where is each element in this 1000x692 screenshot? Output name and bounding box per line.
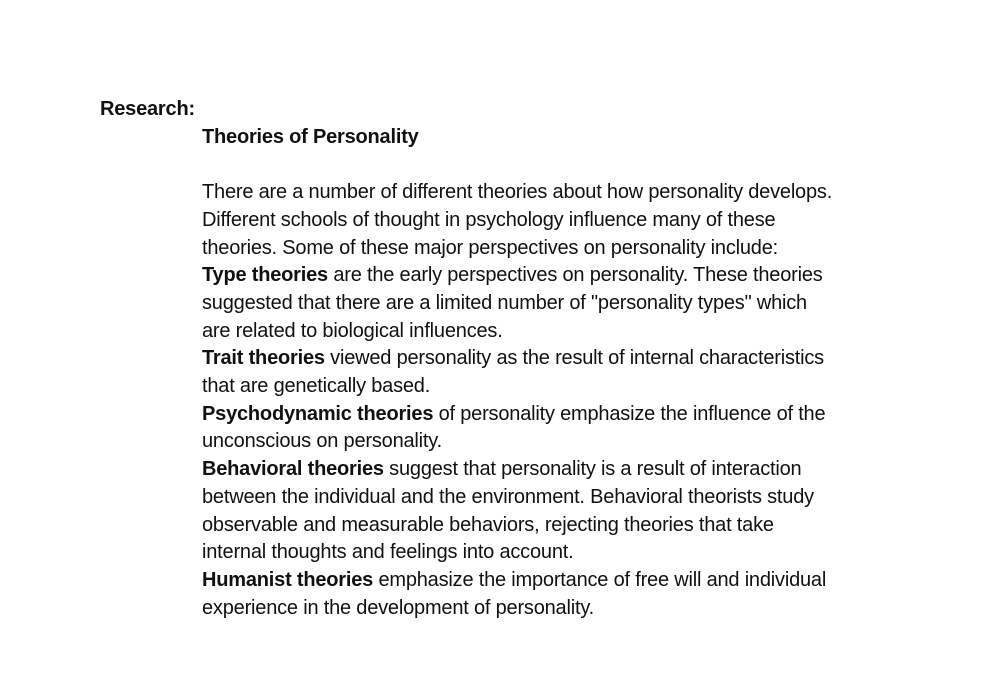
text-line — [202, 373, 960, 401]
text-run: There are a number of different theories about how personality develops. — [202, 181, 833, 204]
text-run: viewed personality as the result of internal characteristics — [324, 347, 824, 370]
text-line — [202, 345, 960, 373]
text-run: are the early perspectives on personality. These theories — [327, 264, 823, 287]
text-line — [202, 318, 960, 346]
text-run: suggested that there are a limited number of "personality types" which — [202, 291, 807, 314]
text-run: internal thoughts and feelings into account. — [202, 541, 574, 564]
body-text — [202, 179, 960, 622]
text-run: suggest that personality is a result of interaction — [383, 458, 802, 481]
bold-run: Humanist theories — [202, 568, 374, 591]
text-line — [202, 262, 960, 290]
text-line — [202, 207, 960, 235]
bold-run: Psychodynamic theories — [202, 402, 434, 425]
text-line — [202, 401, 960, 429]
text-line — [202, 484, 960, 512]
text-line — [202, 290, 960, 318]
text-line — [202, 539, 960, 567]
text-line — [202, 235, 960, 263]
text-run: between the individual and the environment. Behavioral theorists study — [202, 485, 814, 508]
text-run: experience in the development of personality. — [202, 596, 594, 619]
text-run: that are genetically based. — [202, 375, 431, 398]
document-heading: Theories of Personality — [202, 125, 419, 148]
indented-content — [100, 124, 960, 623]
bold-run: Type theories — [202, 264, 328, 287]
document-body — [100, 96, 960, 622]
text-line — [202, 179, 960, 207]
text-line — [202, 428, 960, 456]
text-line — [202, 512, 960, 540]
text-run: theories. Some of these major perspectives on personality include: — [202, 236, 778, 259]
text-line — [202, 595, 960, 623]
bold-run: Trait theories — [202, 347, 325, 370]
blank-line — [202, 151, 960, 179]
text-run: unconscious on personality. — [202, 430, 442, 453]
text-run: emphasize the importance of free will and individual — [373, 568, 827, 591]
text-run: of personality emphasize the influence of the — [433, 402, 826, 425]
text-run: Different schools of thought in psychology influence many of these — [202, 208, 776, 231]
research-label: Research: — [100, 98, 195, 120]
bold-run: Behavioral theories — [202, 458, 384, 481]
text-line — [202, 567, 960, 595]
text-run: are related to biological influences. — [202, 319, 503, 342]
text-line — [202, 456, 960, 484]
text-run: observable and measurable behaviors, rejecting theories that take — [202, 513, 774, 536]
